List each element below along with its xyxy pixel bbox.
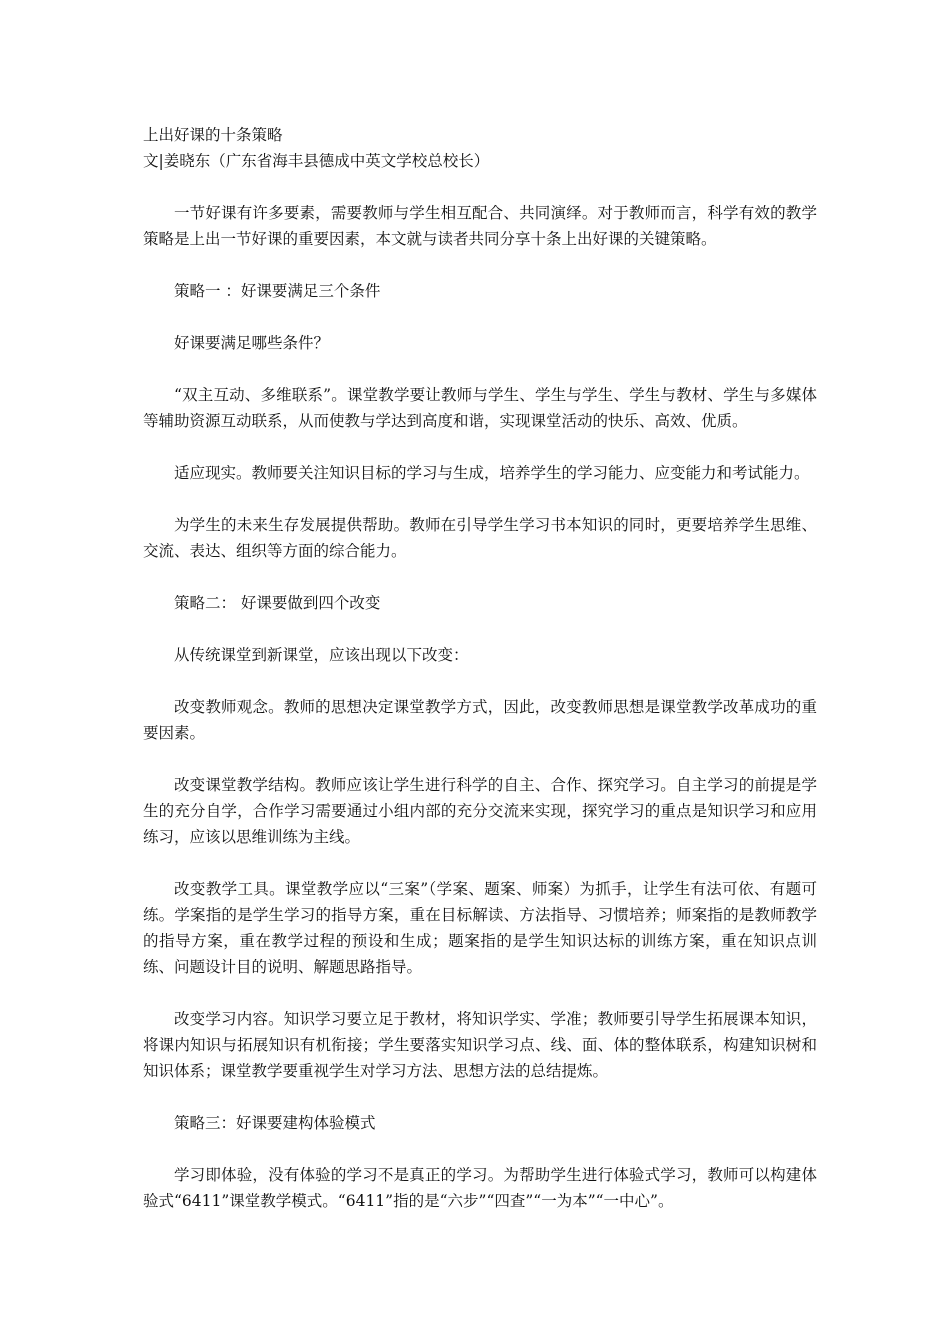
- spacer: [143, 564, 817, 590]
- spacer: [143, 356, 817, 382]
- paragraph: “双主互动、多维联系”。课堂教学要让教师与学生、学生与学生、学生与教材、学生与多媒体等辅助资源互动联系，从而使教与学达到高度和谐，实现课堂活动的快乐、高效、优质。: [143, 386, 817, 430]
- spacer: [143, 174, 817, 200]
- spacer: [143, 746, 817, 772]
- spacer: [143, 1084, 817, 1110]
- spacer: [143, 252, 817, 278]
- spacer: [143, 668, 817, 694]
- heading-strategy-1: 策略一 ：好课要满足三个条件: [174, 282, 381, 300]
- paragraph: 改变教师观念。教师的思想决定课堂教学方式，因此，改变教师思想是课堂教学改革成功的重要因素。: [143, 698, 817, 742]
- spacer: [143, 850, 817, 876]
- spacer: [143, 1136, 817, 1162]
- spacer: [143, 486, 817, 512]
- document-title: 上出好课的十条策略: [143, 126, 283, 144]
- spacer: [143, 434, 817, 460]
- paragraph: 学习即体验，没有体验的学习不是真正的学习。为帮助学生进行体验式学习，教师可以构建体验式“6411”课堂教学模式。“6411”指的是“六步”“四查”“一为本”“一中心”。: [143, 1166, 817, 1210]
- spacer: [143, 980, 817, 1006]
- paragraph: 改变教学工具。课堂教学应以“三案”（学案、题案、师案）为抓手，让学生有法可依、有题可练。学案指的是学生学习的指导方案，重在目标解读、方法指导、习惯培养；师案指的是教师教学的指导方案，重在教学过程的预设和生成；题案指的是学生知识达标的训练方案，重在知识点训练、问题设计目的说明、解题思路指导。: [143, 880, 817, 976]
- paragraph: 适应现实。教师要关注知识目标的学习与生成，培养学生的学习能力、应变能力和考试能力。: [174, 464, 810, 482]
- spacer: [143, 616, 817, 642]
- document-byline: 文|姜晓东（广东省海丰县德成中英文学校总校长）: [143, 152, 490, 170]
- paragraph: 从传统课堂到新课堂，应该出现以下改变：: [174, 646, 469, 664]
- heading-strategy-3: 策略三：好课要建构体验模式: [174, 1114, 376, 1132]
- paragraph: 改变课堂教学结构。教师应该让学生进行科学的自主、合作、探究学习。自主学习的前提是学生的充分自学，合作学习需要通过小组内部的充分交流来实现，探究学习的重点是知识学习和应用练习，应该以思维训练为主线。: [143, 776, 817, 846]
- paragraph-intro: 一节好课有许多要素，需要教师与学生相互配合、共同演绎。对于教师而言，科学有效的教学策略是上出一节好课的重要因素，本文就与读者共同分享十条上出好课的关键策略。: [143, 204, 817, 248]
- paragraph: 为学生的未来生存发展提供帮助。教师在引导学生学习书本知识的同时，更要培养学生思维、交流、表达、组织等方面的综合能力。: [143, 516, 817, 560]
- spacer: [143, 304, 817, 330]
- paragraph: 好课要满足哪些条件？: [174, 334, 330, 352]
- paragraph: 改变学习内容。知识学习要立足于教材，将知识学实、学准；教师要引导学生拓展课本知识，将课内知识与拓展知识有机衔接；学生要落实知识学习点、线、面、体的整体联系，构建知识树和知识体系；课堂教学要重视学生对学习方法、思想方法的总结提炼。: [143, 1010, 817, 1080]
- heading-strategy-2: 策略二： 好课要做到四个改变: [174, 594, 381, 612]
- document-body: [143, 122, 817, 1214]
